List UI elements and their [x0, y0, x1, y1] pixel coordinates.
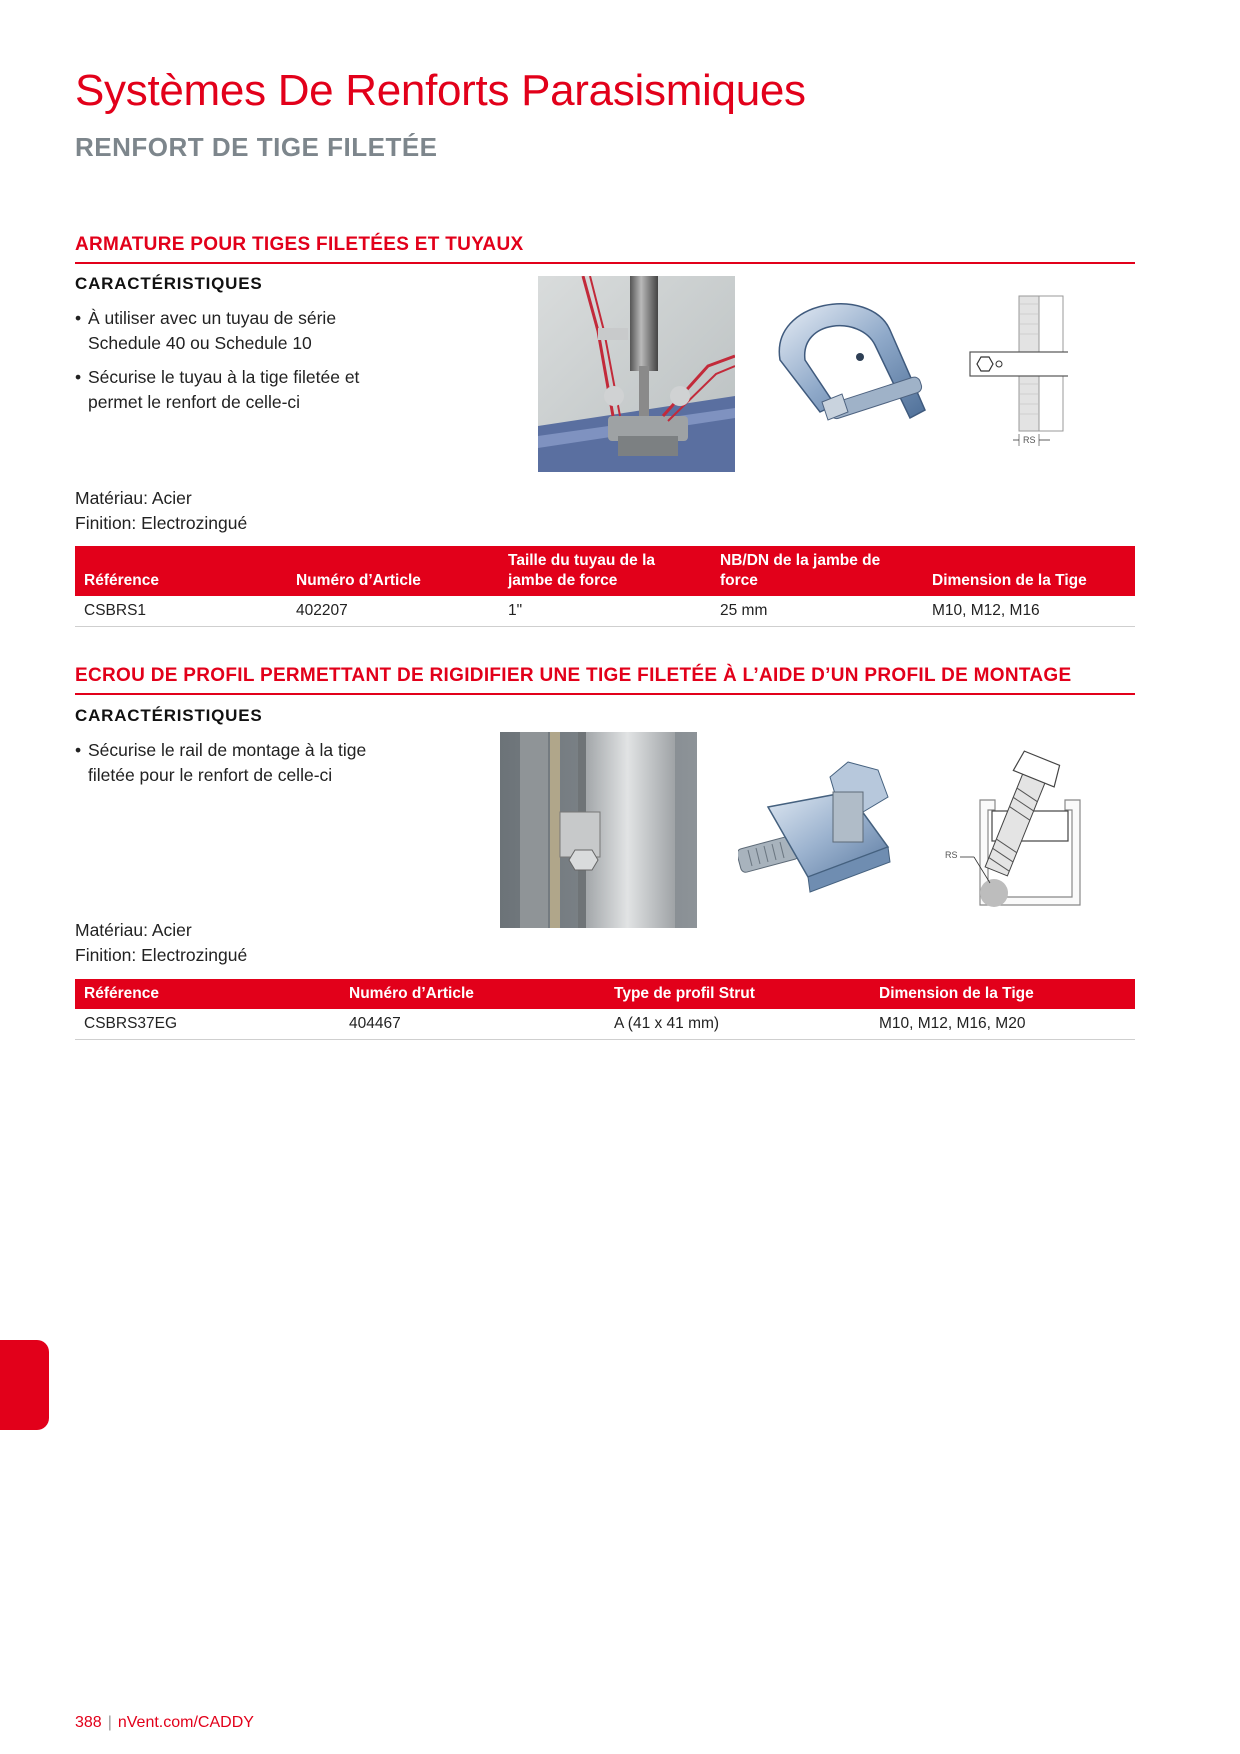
column-header: Référence: [75, 979, 340, 1009]
section-title-channel-nut: ECROU DE PROFIL PERMETTANT DE RIGIDIFIER UNE TIGE FILETÉE À L’AIDE D’UN PROFIL DE MONTAGE: [75, 665, 1135, 695]
spec-table-csbrs37eg: [75, 979, 1135, 1040]
table-header-row: [75, 546, 1135, 596]
column-header: Numéro d’Article: [340, 979, 605, 1009]
table-row: [75, 596, 1135, 627]
table-cell: CSBRS37EG: [75, 1009, 340, 1040]
table-row: [75, 1009, 1135, 1040]
page-title: Systèmes De Renforts Parasismiques: [75, 66, 806, 115]
column-header: Type de profil Strut: [605, 979, 870, 1009]
channel-nut-product-image: [738, 752, 908, 907]
column-header: Numéro d’Article: [287, 546, 499, 596]
footer-separator: |: [107, 1714, 112, 1731]
table-cell: 1": [499, 596, 711, 627]
table-cell: M10, M12, M16: [923, 596, 1135, 627]
table-cell: 404467: [340, 1009, 605, 1040]
installation-photo: [538, 276, 735, 472]
feature-list: [75, 306, 405, 424]
section-tab-marker: [0, 1340, 49, 1430]
table-cell: A (41 x 41 mm): [605, 1009, 870, 1040]
column-header: Dimension de la Tige: [923, 546, 1135, 596]
column-header: Taille du tuyau de la jambe de force: [499, 546, 711, 596]
feature-item: • Sécurise le rail de montage à la tige filetée pour le renfort de celle-ci: [75, 738, 405, 788]
footer-link[interactable]: nVent.com/CADDY: [117, 1714, 254, 1731]
finish-label: Finition: Electrozingué: [75, 945, 248, 965]
material-label: Matériau: Acier: [75, 488, 192, 508]
finish-label: Finition: Electrozingué: [75, 513, 248, 533]
table-header-row: [75, 979, 1135, 1009]
strut-installation-photo: [500, 732, 697, 928]
table-cell: 402207: [287, 596, 499, 627]
rod-brace-diagram: [968, 294, 1068, 454]
material-label: Matériau: Acier: [75, 920, 192, 940]
diagram-label-rs: RS: [1023, 435, 1036, 445]
feature-item: • À utiliser avec un tuyau de série Schedule 40 ou Schedule 10: [75, 306, 405, 356]
feature-list: [75, 738, 405, 797]
table-cell: CSBRS1: [75, 596, 287, 627]
diagram-label-rs: RS: [945, 850, 958, 860]
column-header: Référence: [75, 546, 287, 596]
spec-table-csbrs1: [75, 546, 1135, 627]
page-number: 388: [75, 1714, 102, 1731]
feature-item: • Sécurise le tuyau à la tige filetée et permet le renfort de celle-ci: [75, 365, 405, 415]
table-cell: 25 mm: [711, 596, 923, 627]
section-title-armature: ARMATURE POUR TIGES FILETÉES ET TUYAUX: [75, 234, 1135, 264]
channel-nut-diagram: [940, 745, 1100, 915]
characteristics-heading: CARACTÉRISTIQUES: [75, 274, 263, 293]
column-header: NB/DN de la jambe de force: [711, 546, 923, 596]
page-subtitle: RENFORT DE TIGE FILETÉE: [75, 132, 438, 162]
clevis-hanger-product-image: [750, 290, 940, 450]
table-cell: M10, M12, M16, M20: [870, 1009, 1135, 1040]
characteristics-heading: CARACTÉRISTIQUES: [75, 706, 263, 725]
column-header: Dimension de la Tige: [870, 979, 1135, 1009]
footer: [75, 1714, 254, 1732]
